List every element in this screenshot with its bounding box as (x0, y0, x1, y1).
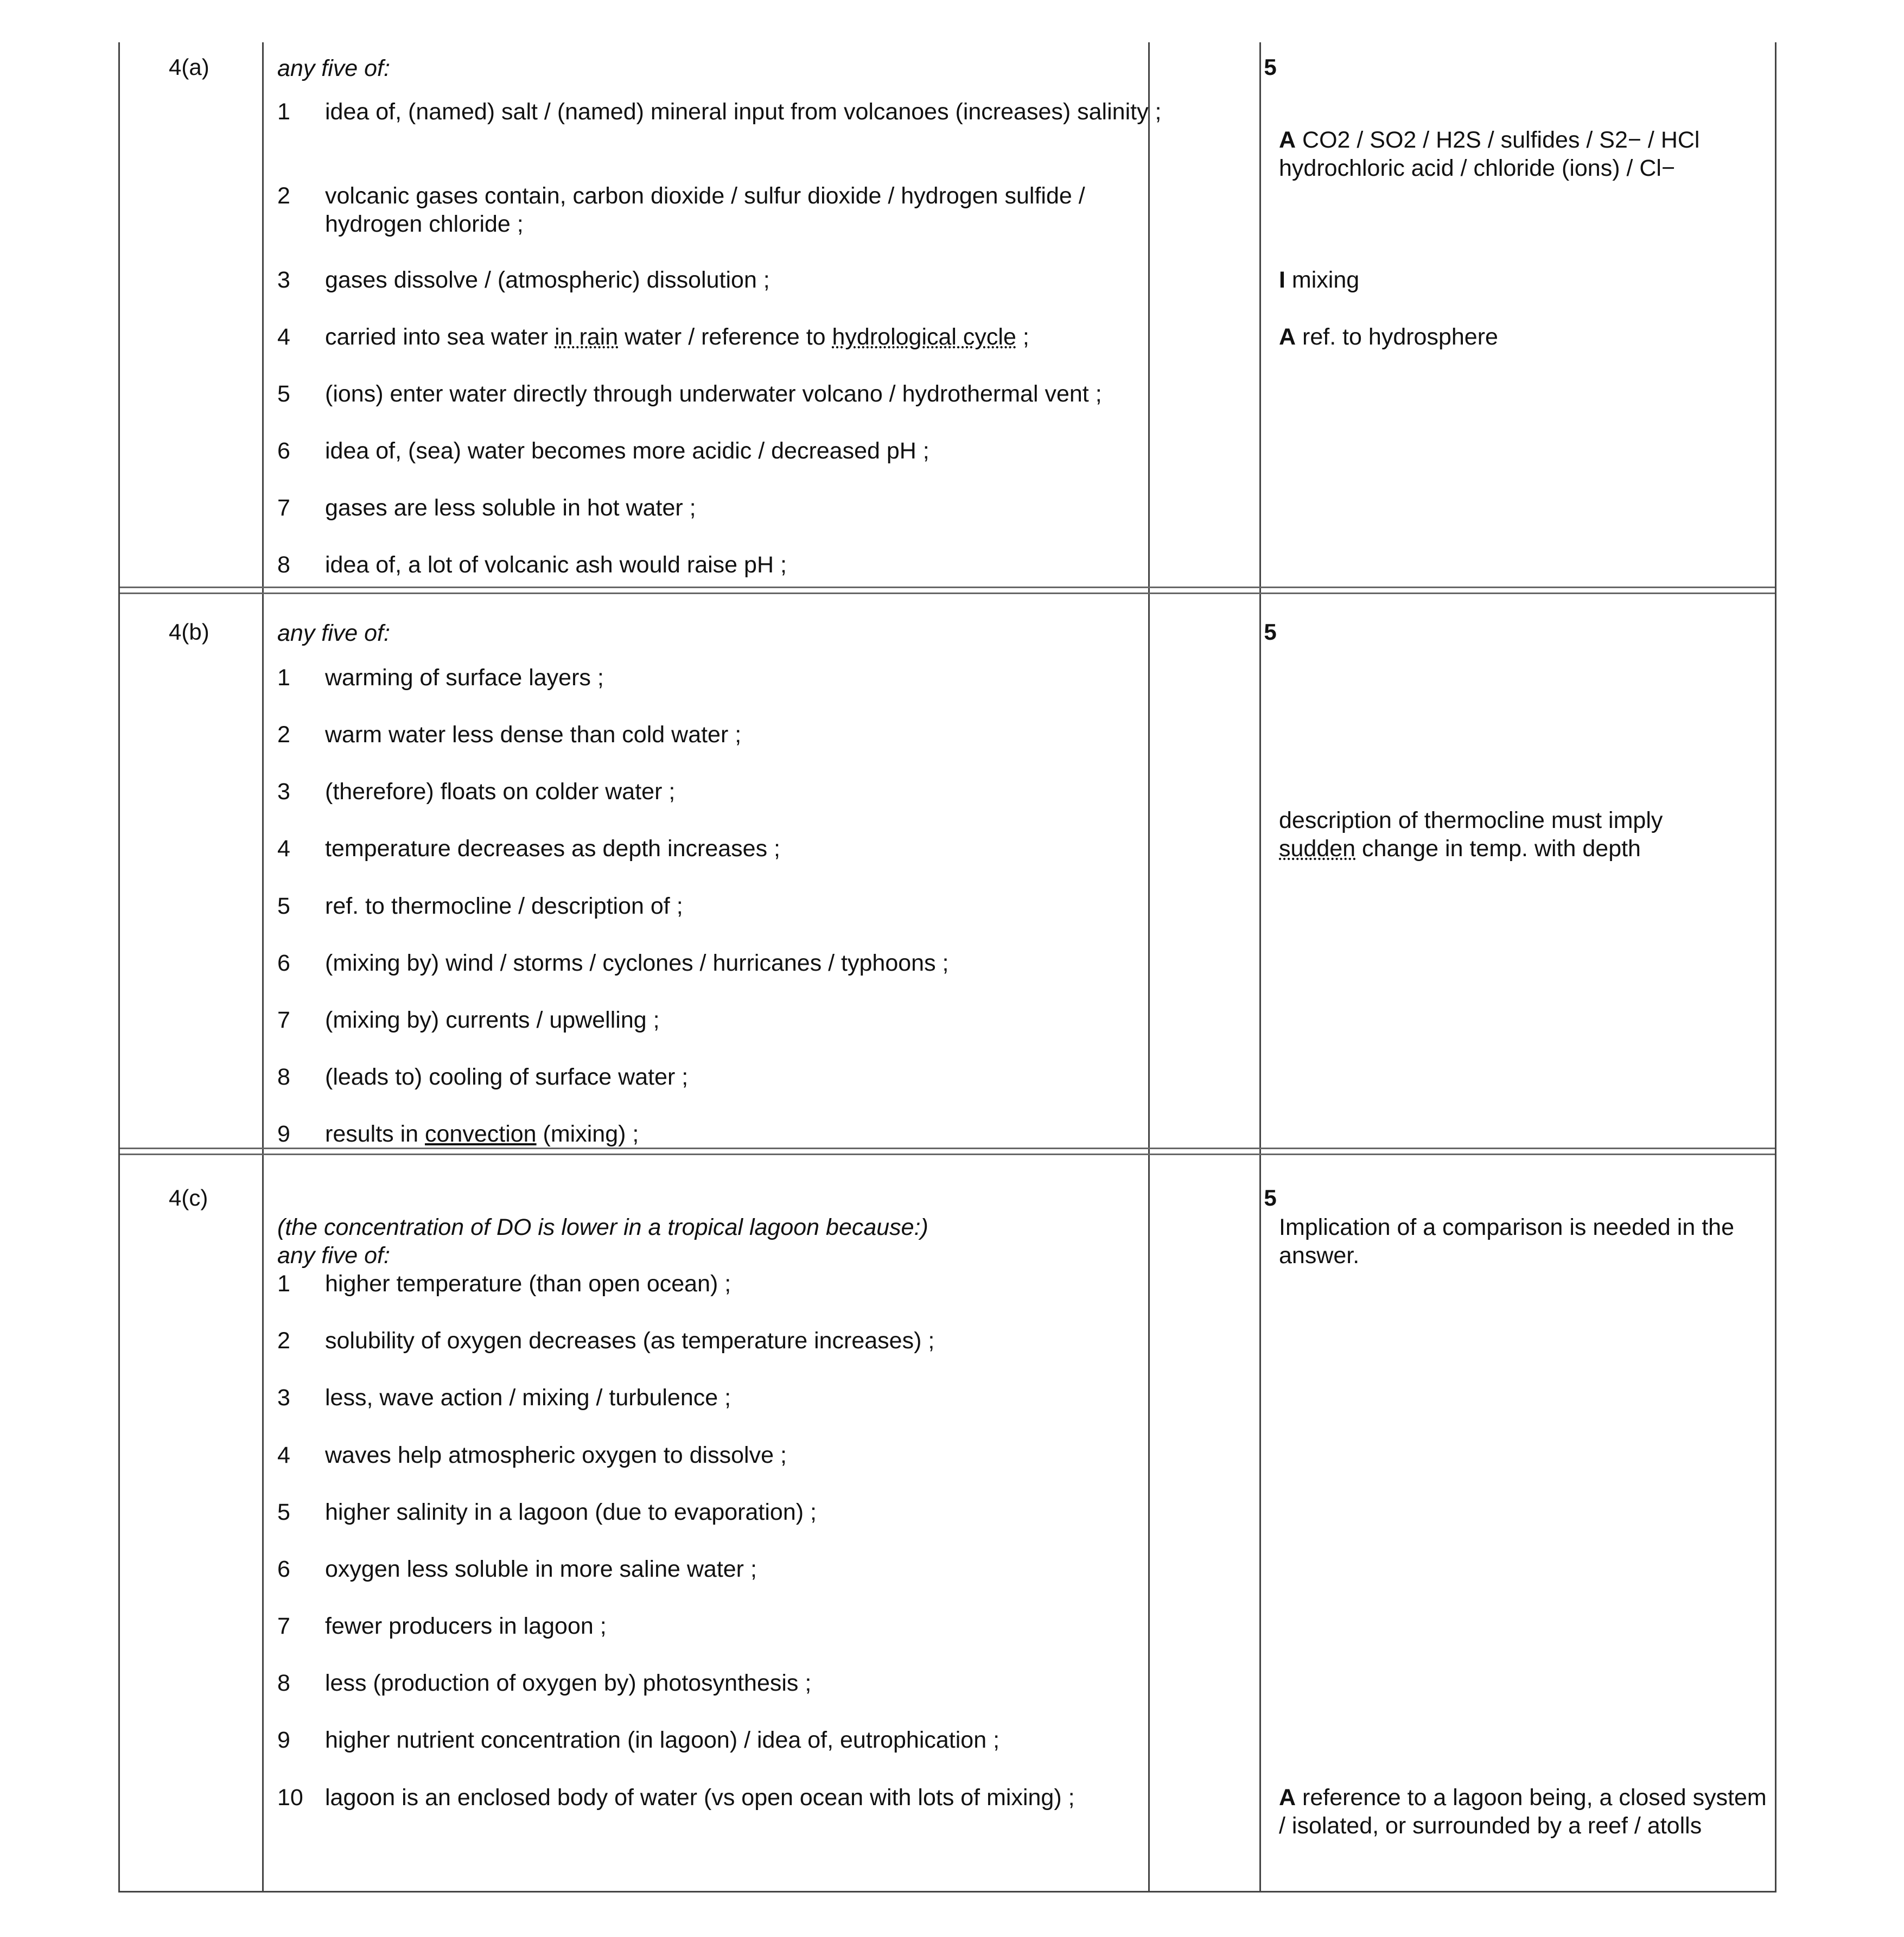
preamble-text: (the concentration of DO is lower in a tropical lagoon because:) any five of: (277, 1214, 928, 1269)
instruction-text: any five of: (277, 55, 390, 81)
point-number: 9 (277, 1121, 290, 1147)
point-text: waves help atmospheric oxygen to dissolve ; (325, 1442, 787, 1468)
guidance-note: I mixing (1279, 267, 1360, 293)
point-text: (mixing by) currents / upwelling ; (325, 1007, 660, 1033)
point-text: (mixing by) wind / storms / cyclones / hurricanes / typhoons ; (325, 950, 949, 976)
point-text: idea of, a lot of volcanic ash would raise pH ; (325, 552, 787, 578)
point-text: warm water less dense than cold water ; (325, 722, 742, 748)
point-number: 3 (277, 779, 290, 805)
point-number: 7 (277, 1007, 290, 1033)
point-text: lagoon is an enclosed body of water (vs open ocean with lots of mixing) ; (325, 1785, 1075, 1811)
point-text: fewer producers in lagoon ; (325, 1613, 607, 1639)
question-label: 4(c) (169, 1185, 208, 1210)
column-divider (262, 42, 264, 1891)
guidance-note: A reference to a lagoon being, a closed system / isolated, or surrounded by a reef / atolls (1279, 1785, 1767, 1839)
point-text: (leads to) cooling of surface water ; (325, 1064, 689, 1090)
point-text: solubility of oxygen decreases (as temperature increases) ; (325, 1328, 935, 1354)
point-text: (therefore) floats on colder water ; (325, 779, 676, 805)
point-number: 3 (277, 267, 290, 293)
guidance-formulae: CO2 / SO2 / H2S / sulfides / S2− / HCl (1302, 127, 1700, 153)
point-text: idea of, (sea) water becomes more acidic / decreased pH ; (325, 438, 929, 464)
column-divider (1259, 42, 1261, 1891)
point-number: 2 (277, 722, 290, 748)
marks-value: 5 (1264, 619, 1277, 645)
mark-scheme-table (118, 42, 1776, 1893)
point-number: 5 (277, 1499, 290, 1525)
point-text: oxygen less soluble in more saline water ; (325, 1556, 757, 1582)
point-number: 5 (277, 893, 290, 919)
point-number: 5 (277, 381, 290, 407)
point-text: carried into sea water in rain water / reference to hydrological cycle ; (325, 324, 1029, 350)
instruction-text: any five of: (277, 620, 390, 646)
point-text: higher salinity in a lagoon (due to evaporation) ; (325, 1499, 817, 1525)
point-number: 1 (277, 1271, 290, 1297)
point-number: 8 (277, 552, 290, 578)
guidance-note: description of thermocline must imply sudden change in temp. with depth (1279, 807, 1663, 862)
point-text: (ions) enter water directly through underwater volcano / hydrothermal vent ; (325, 381, 1102, 407)
point-number: 10 (277, 1785, 303, 1811)
point-number: 4 (277, 324, 290, 350)
point-number: 7 (277, 495, 290, 521)
point-text: higher nutrient concentration (in lagoon) / idea of, eutrophication ; (325, 1727, 1000, 1753)
point-text: ref. to thermocline / description of ; (325, 893, 683, 919)
marks-value: 5 (1264, 54, 1277, 80)
point-number: 9 (277, 1727, 290, 1753)
guidance-text: hydrochloric acid / chloride (ions) / Cl− (1279, 155, 1676, 181)
point-text: less (production of oxygen by) photosynthesis ; (325, 1670, 812, 1696)
row-separator (120, 587, 1775, 594)
point-number: 6 (277, 950, 290, 976)
point-text: idea of, (named) salt / (named) mineral input from volcanoes (increases) salinity ; (325, 99, 1162, 125)
point-number: 6 (277, 1556, 290, 1582)
point-number: 4 (277, 1442, 290, 1468)
point-text: temperature decreases as depth increases ; (325, 836, 780, 862)
point-number: 1 (277, 665, 290, 691)
point-text: volcanic gases contain, carbon dioxide / sulfur dioxide / hydrogen sulfide / hydrogen chloride ; (325, 183, 1085, 237)
point-text: higher temperature (than open ocean) ; (325, 1271, 731, 1297)
point-text: gases dissolve / (atmospheric) dissolution ; (325, 267, 770, 293)
point-number: 7 (277, 1613, 290, 1639)
marks-value: 5 (1264, 1185, 1277, 1210)
guidance-note: A ref. to hydrosphere (1279, 324, 1498, 350)
point-number: 1 (277, 99, 290, 125)
point-text: results in convection (mixing) ; (325, 1121, 639, 1147)
point-number: 3 (277, 1385, 290, 1411)
point-number: 6 (277, 438, 290, 464)
point-number: 8 (277, 1064, 290, 1090)
point-text: less, wave action / mixing / turbulence ; (325, 1385, 731, 1411)
point-number: 2 (277, 1328, 290, 1354)
question-label: 4(b) (169, 619, 209, 645)
guidance-note: A CO2 / SO2 / H2S / sulfides / S2− / HCl hydrochloric acid / chloride (ions) / Cl− (1279, 127, 1700, 181)
point-number: 2 (277, 183, 290, 209)
question-label: 4(a) (169, 54, 209, 80)
point-number: 4 (277, 836, 290, 862)
point-text: warming of surface layers ; (325, 665, 604, 691)
guidance-note: Implication of a comparison is needed in the answer. (1279, 1214, 1734, 1269)
point-number: 8 (277, 1670, 290, 1696)
row-separator (120, 1148, 1775, 1155)
point-text: gases are less soluble in hot water ; (325, 495, 696, 521)
